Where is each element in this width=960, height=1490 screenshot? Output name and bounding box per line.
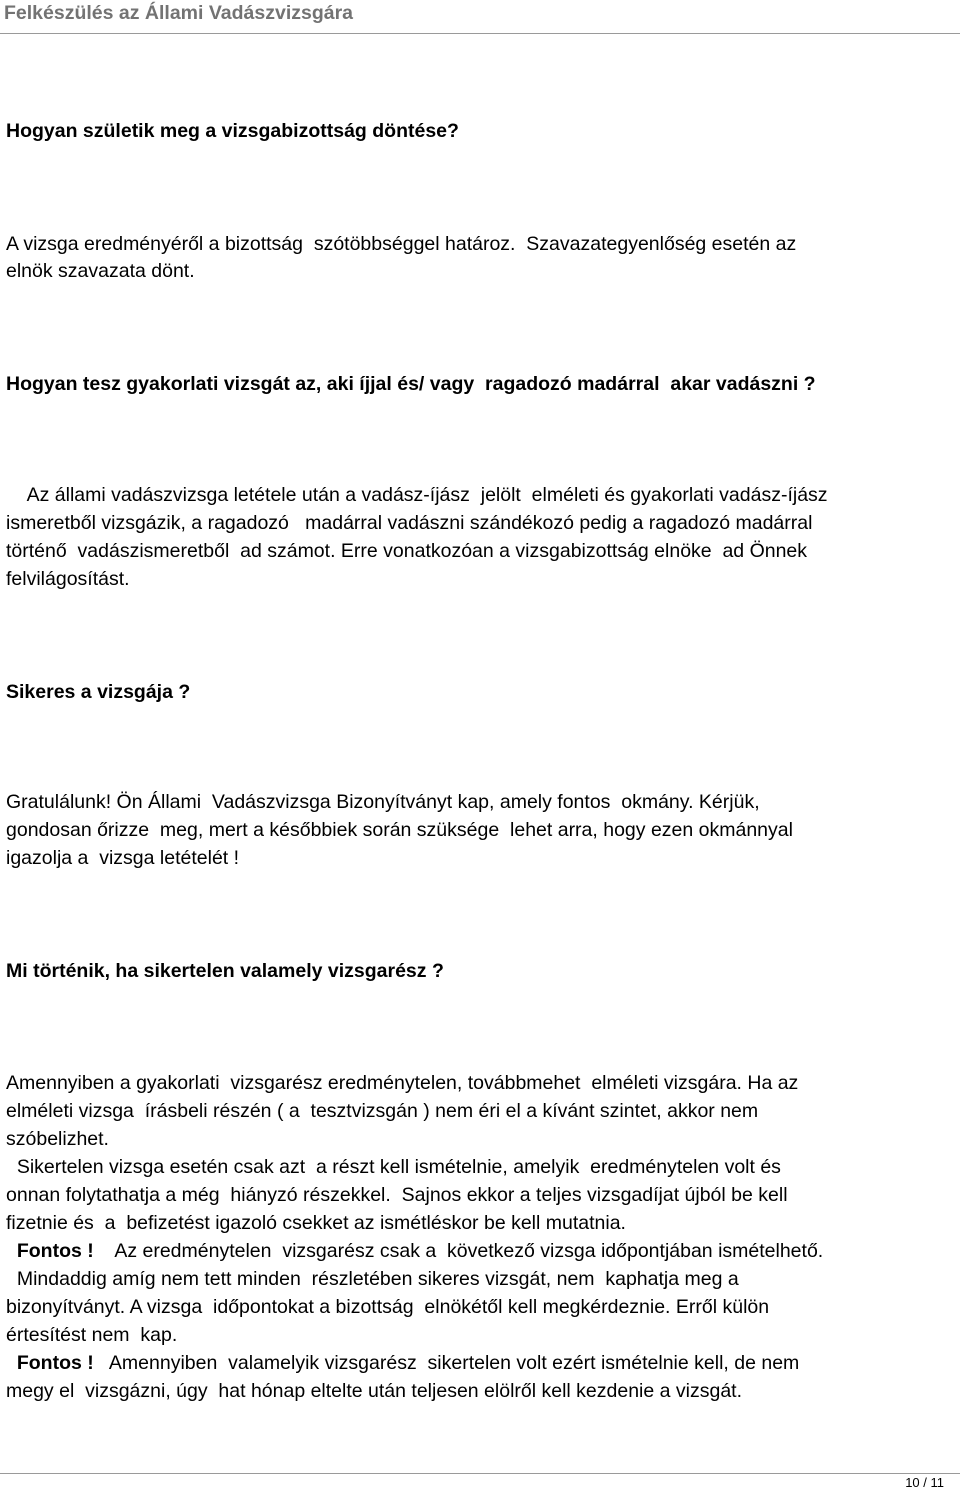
note-text: Az eredménytelen vizsgarész csak a következő vizsga időpontjában ismételhető. [93,1240,824,1262]
paragraph-line: Az állami vadászvizsga letétele után a vadász-íjász jelölt elméleti és gyakorlati vadász-íjász [6,484,828,506]
note-text: Amennyiben valamelyik vizsgarész sikertelen volt ezért ismételnie kell, de nem [93,1352,800,1374]
paragraph-line: onnan folytathatja a még hiányzó részekkel. Sajnos ekkor a teljes vizsgadíjat újból be kell [6,1184,788,1206]
paragraph-line: gondosan őrizze meg, mert a későbbiek során szüksége lehet arra, hogy ezen okmánnyal [6,819,793,841]
paragraph-line: Sikertelen vizsga esetén csak azt a részt kell ismételnie, amelyik eredménytelen volt és [6,1156,781,1178]
paragraph-line: ismeretből vizsgázik, a ragadozó madárral vadászni szándékozó pedig a ragadozó madárral [6,512,813,534]
paragraph-line: Amennyiben a gyakorlati vizsgarész eredménytelen, továbbmehet elméleti vizsgára. Ha az [6,1072,799,1094]
important-label: Fontos ! [6,1240,94,1262]
paragraph-line: Gratulálunk! Ön Állami Vadászvizsga Bizonyítványt kap, amely fontos okmány. Kérjük, [6,791,760,813]
paragraph-line: elméleti vizsga írásbeli részén ( a tesztvizsgán ) nem éri el a kívánt szintet, akkor nem [6,1100,759,1122]
paragraph-line: elnök szavazata dönt. [6,260,195,282]
paragraph-line: értesítést nem kap. [6,1324,178,1346]
footer-divider [0,1473,960,1474]
paragraph-line: megy el vizsgázni, úgy hat hónap eltelte után teljesen elölről kell kezdenie a vizsgát. [6,1380,743,1402]
page-header [0,0,960,30]
heading-decision: Hogyan születik meg a vizsgabizottság döntése? [6,120,459,142]
important-note [6,1351,799,1375]
heading-bow-falcon: Hogyan tesz gyakorlati vizsgát az, aki íjjal és/ vagy ragadozó madárral akar vadászni ? [6,373,816,395]
document-title: Felkészülés az Állami Vadászvizsgára [4,2,354,24]
paragraph-line: Mindaddig amíg nem tett minden részletében sikeres vizsgát, nem kaphatja meg a [6,1268,739,1290]
paragraph-line: A vizsga eredményéről a bizottság szótöbbséggel határoz. Szavazategyenlőség esetén az [6,233,797,255]
paragraph-line: történő vadászismeretből ad számot. Erre vonatkozóan a vizsgabizottság elnöke ad Önnek [6,540,808,562]
paragraph-line: igazolja a vizsga letételét ! [6,847,240,869]
important-note [6,1239,823,1263]
header-divider [0,33,960,34]
paragraph-line: bizonyítványt. A vizsga időpontokat a bizottság elnökétől kell megkérdeznie. Erről külön [6,1296,770,1318]
heading-success: Sikeres a vizsgája ? [6,681,191,703]
page-number: 10 / 11 [905,1475,944,1490]
paragraph-line: szóbelizhet. [6,1128,109,1150]
paragraph-line: fizetnie és a befizetést igazoló csekket az ismétléskor be kell mutatnia. [6,1212,626,1234]
important-label: Fontos ! [6,1352,94,1374]
heading-failure: Mi történik, ha sikertelen valamely vizsgarész ? [6,960,444,982]
paragraph-line: felvilágosítást. [6,568,130,590]
